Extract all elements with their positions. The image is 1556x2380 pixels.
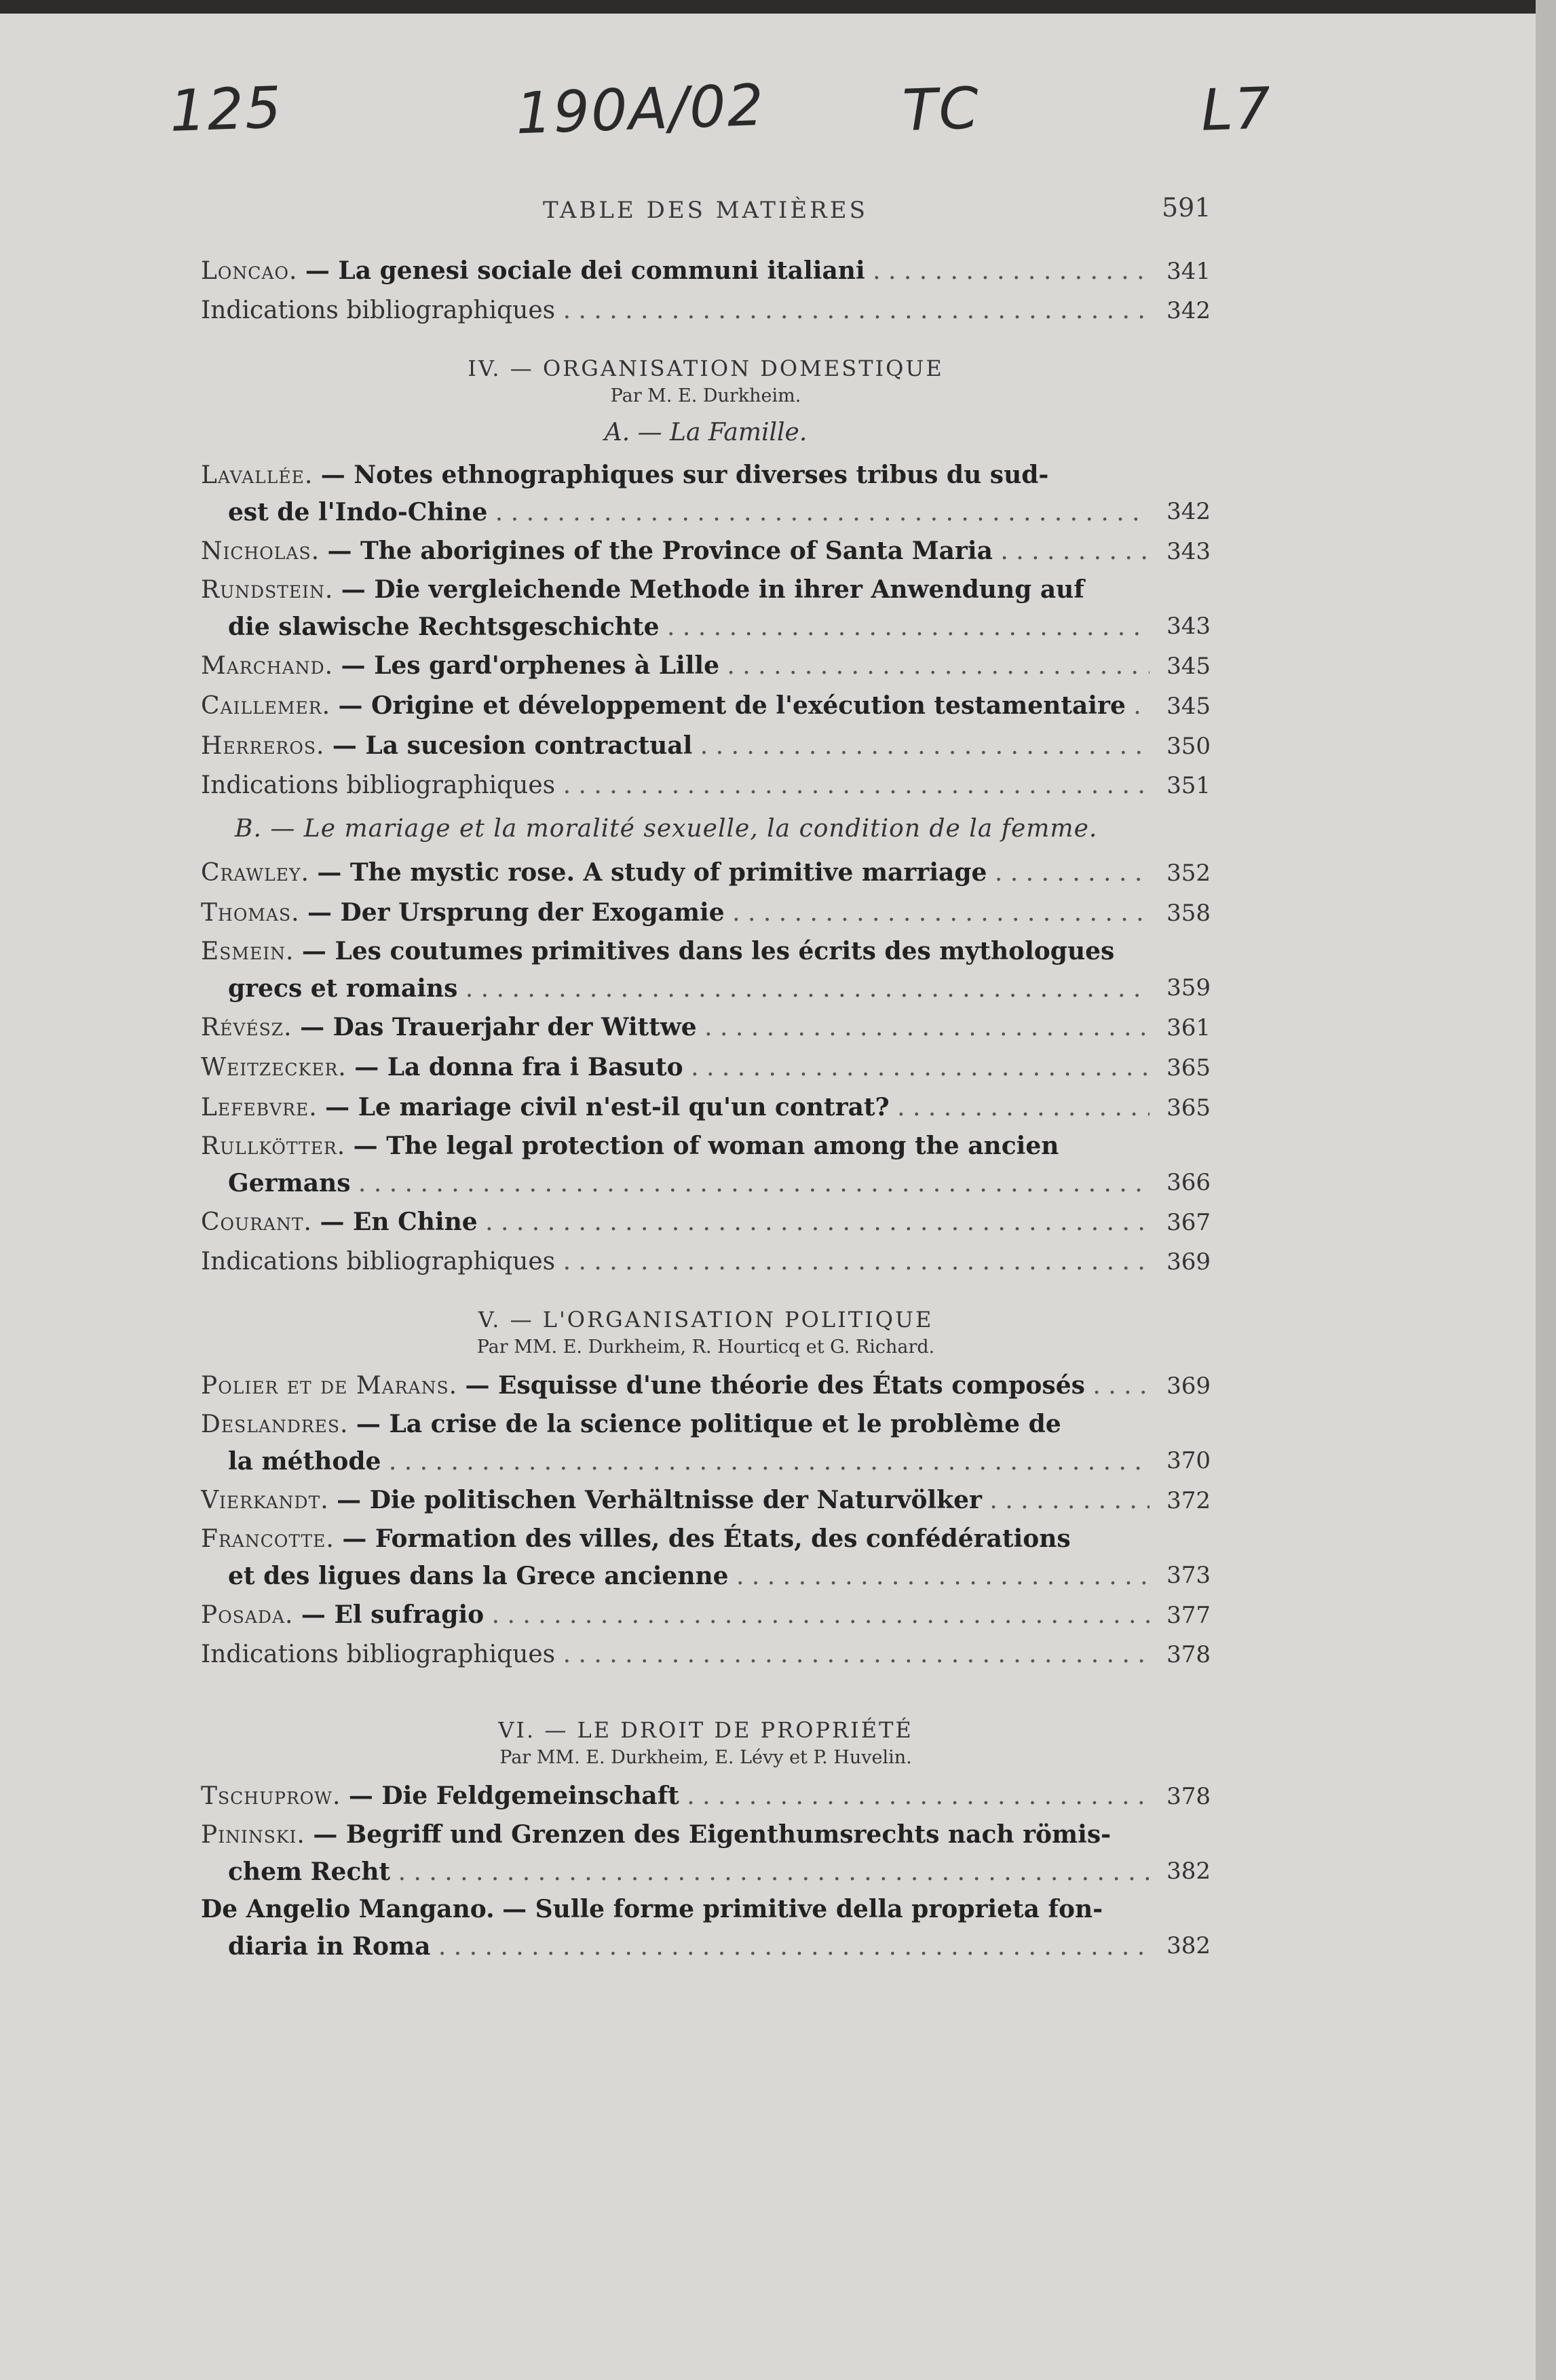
- entry-title-cont: la méthode . . .: [201, 1443, 1150, 1480]
- entry-page: 365: [1166, 1054, 1211, 1081]
- running-title: TABLE DES MATIÈRES: [543, 197, 868, 224]
- entry-title-cont: die slawische Rechtsgeschichte . . .: [201, 609, 1150, 646]
- entry-page: 342: [1166, 498, 1211, 525]
- scan-top-border: [0, 0, 1556, 14]
- entry-title: — El sufragio: [301, 1600, 485, 1629]
- page-header: [0, 193, 1556, 237]
- handwritten-note-4: L7: [1200, 75, 1273, 144]
- entry-author: Pininski.: [201, 1821, 305, 1849]
- entry-author: Esmein.: [201, 938, 295, 965]
- toc-entry: [201, 1480, 1211, 1520]
- entry-title: — The mystic rose. A study of primitive marriage: [317, 858, 987, 887]
- entry-title: — Die vergleichende Methode in ihrer Anwendung auf: [341, 575, 1084, 604]
- entry-title: — The aborigines of the Province of Santa Maria: [327, 537, 993, 565]
- toc-entry: [201, 726, 1211, 766]
- entry-page: 358: [1166, 900, 1211, 927]
- entry-page: 382: [1166, 1932, 1211, 1959]
- entry-title: — En Chine: [320, 1208, 478, 1236]
- entry-author: Posada.: [201, 1601, 294, 1629]
- entry-author: Thomas.: [201, 899, 300, 927]
- entry-title: — Formation des villes, des États, des confédérations: [342, 1524, 1071, 1553]
- section-title: IV. — ORGANISATION DOMESTIQUE: [468, 356, 944, 381]
- toc-entry: [201, 933, 1211, 1007]
- section-authors: Par MM. E. Durkheim, R. Hourticq et G. Richard.: [476, 1337, 935, 1358]
- entry-title: — La donna fra i Basuto: [354, 1053, 683, 1081]
- page-number: 591: [1162, 193, 1211, 223]
- entry-title: — Origine et développement de l'exécution testamentaire: [338, 691, 1126, 720]
- entry-title: — Der Ursprung der Exogamie: [307, 898, 725, 927]
- toc-entry: [201, 1635, 1211, 1674]
- entry-title: — Das Trauerjahr der Wittwe: [300, 1013, 697, 1041]
- entry-page: 361: [1166, 1014, 1211, 1041]
- entry-author: Rullkötter.: [201, 1132, 346, 1160]
- handwritten-note-3: TC: [901, 75, 981, 144]
- entry-title-cont: grecs et romains . . .: [201, 970, 1150, 1007]
- entry-page: 365: [1166, 1094, 1211, 1121]
- entry-author: Caillemer.: [201, 692, 331, 720]
- toc-entry: [201, 291, 1211, 330]
- entry-title: — Sulle forme primitive della proprieta fon-: [502, 1895, 1103, 1923]
- toc-entry: [201, 893, 1211, 933]
- entry-page: 343: [1166, 538, 1211, 565]
- entry-author: Deslandres.: [201, 1410, 349, 1438]
- entry-author: Tschuprow.: [201, 1782, 341, 1810]
- entry-author: Rundstein.: [201, 576, 334, 604]
- entry-page: 343: [1166, 613, 1211, 640]
- entry-page: 351: [1166, 772, 1211, 799]
- entry-page: 341: [1166, 258, 1211, 285]
- entry-title: — Notes ethnographiques sur diverses tribus du sud-: [320, 461, 1049, 489]
- entry-title: — Die Feldgemeinschaft: [348, 1782, 679, 1810]
- entry-author: Polier et de Marans.: [201, 1372, 458, 1400]
- entry-title: — Le mariage civil n'est-il qu'un contrat?: [325, 1093, 890, 1121]
- entry-page: 378: [1166, 1783, 1211, 1810]
- toc-entry: [201, 1406, 1211, 1480]
- toc-entry: [201, 1520, 1211, 1595]
- entry-title: Indications bibliographiques: [201, 1248, 556, 1275]
- entry-author: Nicholas.: [201, 537, 320, 565]
- entry-page: 382: [1166, 1858, 1211, 1885]
- section-title: V. — L'ORGANISATION POLITIQUE: [478, 1307, 934, 1332]
- entry-title-cont: Germans . . .: [201, 1165, 1150, 1202]
- entry-title-cont: diaria in Roma . . .: [201, 1928, 1150, 1965]
- entry-author: Lefebvre.: [201, 1094, 318, 1121]
- entry-author: Herreros.: [201, 732, 325, 760]
- toc-entry: [201, 686, 1211, 726]
- toc-entry: [201, 251, 1211, 291]
- entry-title: Indications bibliographiques: [201, 296, 556, 324]
- entry-page: 369: [1166, 1373, 1211, 1400]
- section-authors: Par M. E. Durkheim.: [610, 385, 801, 406]
- toc-entry: [201, 1007, 1211, 1048]
- toc-entry: [201, 1595, 1211, 1635]
- entry-page: 367: [1166, 1209, 1211, 1236]
- toc-entry: [201, 1366, 1211, 1406]
- entry-title: — The legal protection of woman among the ancien: [353, 1132, 1059, 1160]
- entry-title: — La sucesion contractual: [332, 731, 693, 760]
- entry-page: 377: [1166, 1602, 1211, 1629]
- toc-entry: [201, 457, 1211, 531]
- entry-page: 370: [1166, 1447, 1211, 1474]
- entry-author: Loncao.: [201, 257, 298, 285]
- entry-page: 352: [1166, 860, 1211, 887]
- entry-title: — La crise de la science politique et le problème de: [356, 1410, 1061, 1438]
- entry-title: — Die politischen Verhältnisse der Naturvölker: [337, 1486, 982, 1514]
- entry-title: — Begriff und Grenzen des Eigenthumsrechts nach römis-: [313, 1820, 1112, 1849]
- section-authors: Par MM. E. Durkheim, E. Lévy et P. Huvelin.: [499, 1747, 912, 1768]
- entry-author: Vierkandt.: [201, 1486, 329, 1514]
- entry-title: — Les gard'orphenes à Lille: [341, 651, 719, 680]
- toc-entry: [201, 571, 1211, 646]
- entry-title-cont: chem Recht . . .: [201, 1854, 1150, 1891]
- toc-entry: [201, 1048, 1211, 1088]
- toc-entry: [201, 1891, 1211, 1965]
- entry-page: 350: [1166, 733, 1211, 760]
- entry-author: Francotte.: [201, 1525, 335, 1553]
- entry-title: — Les coutumes primitives dans les écrits des mythologues: [301, 937, 1115, 965]
- toc-entry: [201, 531, 1211, 571]
- toc-entry: [201, 766, 1211, 805]
- toc-entry: [201, 1242, 1211, 1282]
- entry-page: 378: [1166, 1641, 1211, 1668]
- entry-author: Weitzecker.: [201, 1054, 347, 1081]
- entry-author: De Angelio Mangano.: [201, 1895, 495, 1923]
- entry-page: 359: [1166, 974, 1211, 1001]
- toc-entry: [201, 1816, 1211, 1891]
- entry-author: Crawley.: [201, 859, 309, 887]
- entry-title: Indications bibliographiques: [201, 771, 556, 799]
- toc-entry: [201, 1128, 1211, 1202]
- entry-author: Lavallée.: [201, 461, 314, 489]
- entry-author: Marchand.: [201, 652, 334, 680]
- toc-entry: [201, 646, 1211, 686]
- subsection-title: B. — Le mariage et la moralité sexuelle, la condition de la femme.: [235, 815, 1098, 843]
- entry-page: 369: [1166, 1248, 1211, 1275]
- entry-title-cont: et des ligues dans la Grece ancienne . . .: [201, 1558, 1150, 1595]
- toc-entry: [201, 1776, 1211, 1816]
- section-title: VI. — LE DROIT DE PROPRIÉTÉ: [498, 1717, 913, 1743]
- handwritten-note-1: 125: [168, 74, 284, 145]
- entry-page: 366: [1166, 1169, 1211, 1196]
- table-of-contents: [201, 251, 1211, 1965]
- entry-page: 372: [1166, 1487, 1211, 1514]
- entry-page: 342: [1166, 297, 1211, 324]
- entry-title-cont: est de l'Indo-Chine . . .: [201, 494, 1150, 531]
- entry-title: — La genesi sociale dei communi italiani: [305, 256, 865, 285]
- entry-page: 345: [1166, 653, 1211, 680]
- toc-entry: [201, 853, 1211, 893]
- entry-page: 373: [1166, 1562, 1211, 1589]
- toc-entry: [201, 1202, 1211, 1242]
- entry-author: Courant.: [201, 1208, 312, 1236]
- entry-title: — Esquisse d'une théorie des États composés: [465, 1371, 1085, 1400]
- entry-page: 345: [1166, 693, 1211, 720]
- handwritten-note-2: 190A/02: [514, 71, 766, 147]
- scan-right-edge: [1536, 0, 1556, 2380]
- subsection-title: A. — La Famille.: [604, 419, 808, 446]
- entry-title: Indications bibliographiques: [201, 1640, 556, 1668]
- toc-entry: [201, 1088, 1211, 1128]
- entry-author: Révész.: [201, 1014, 292, 1041]
